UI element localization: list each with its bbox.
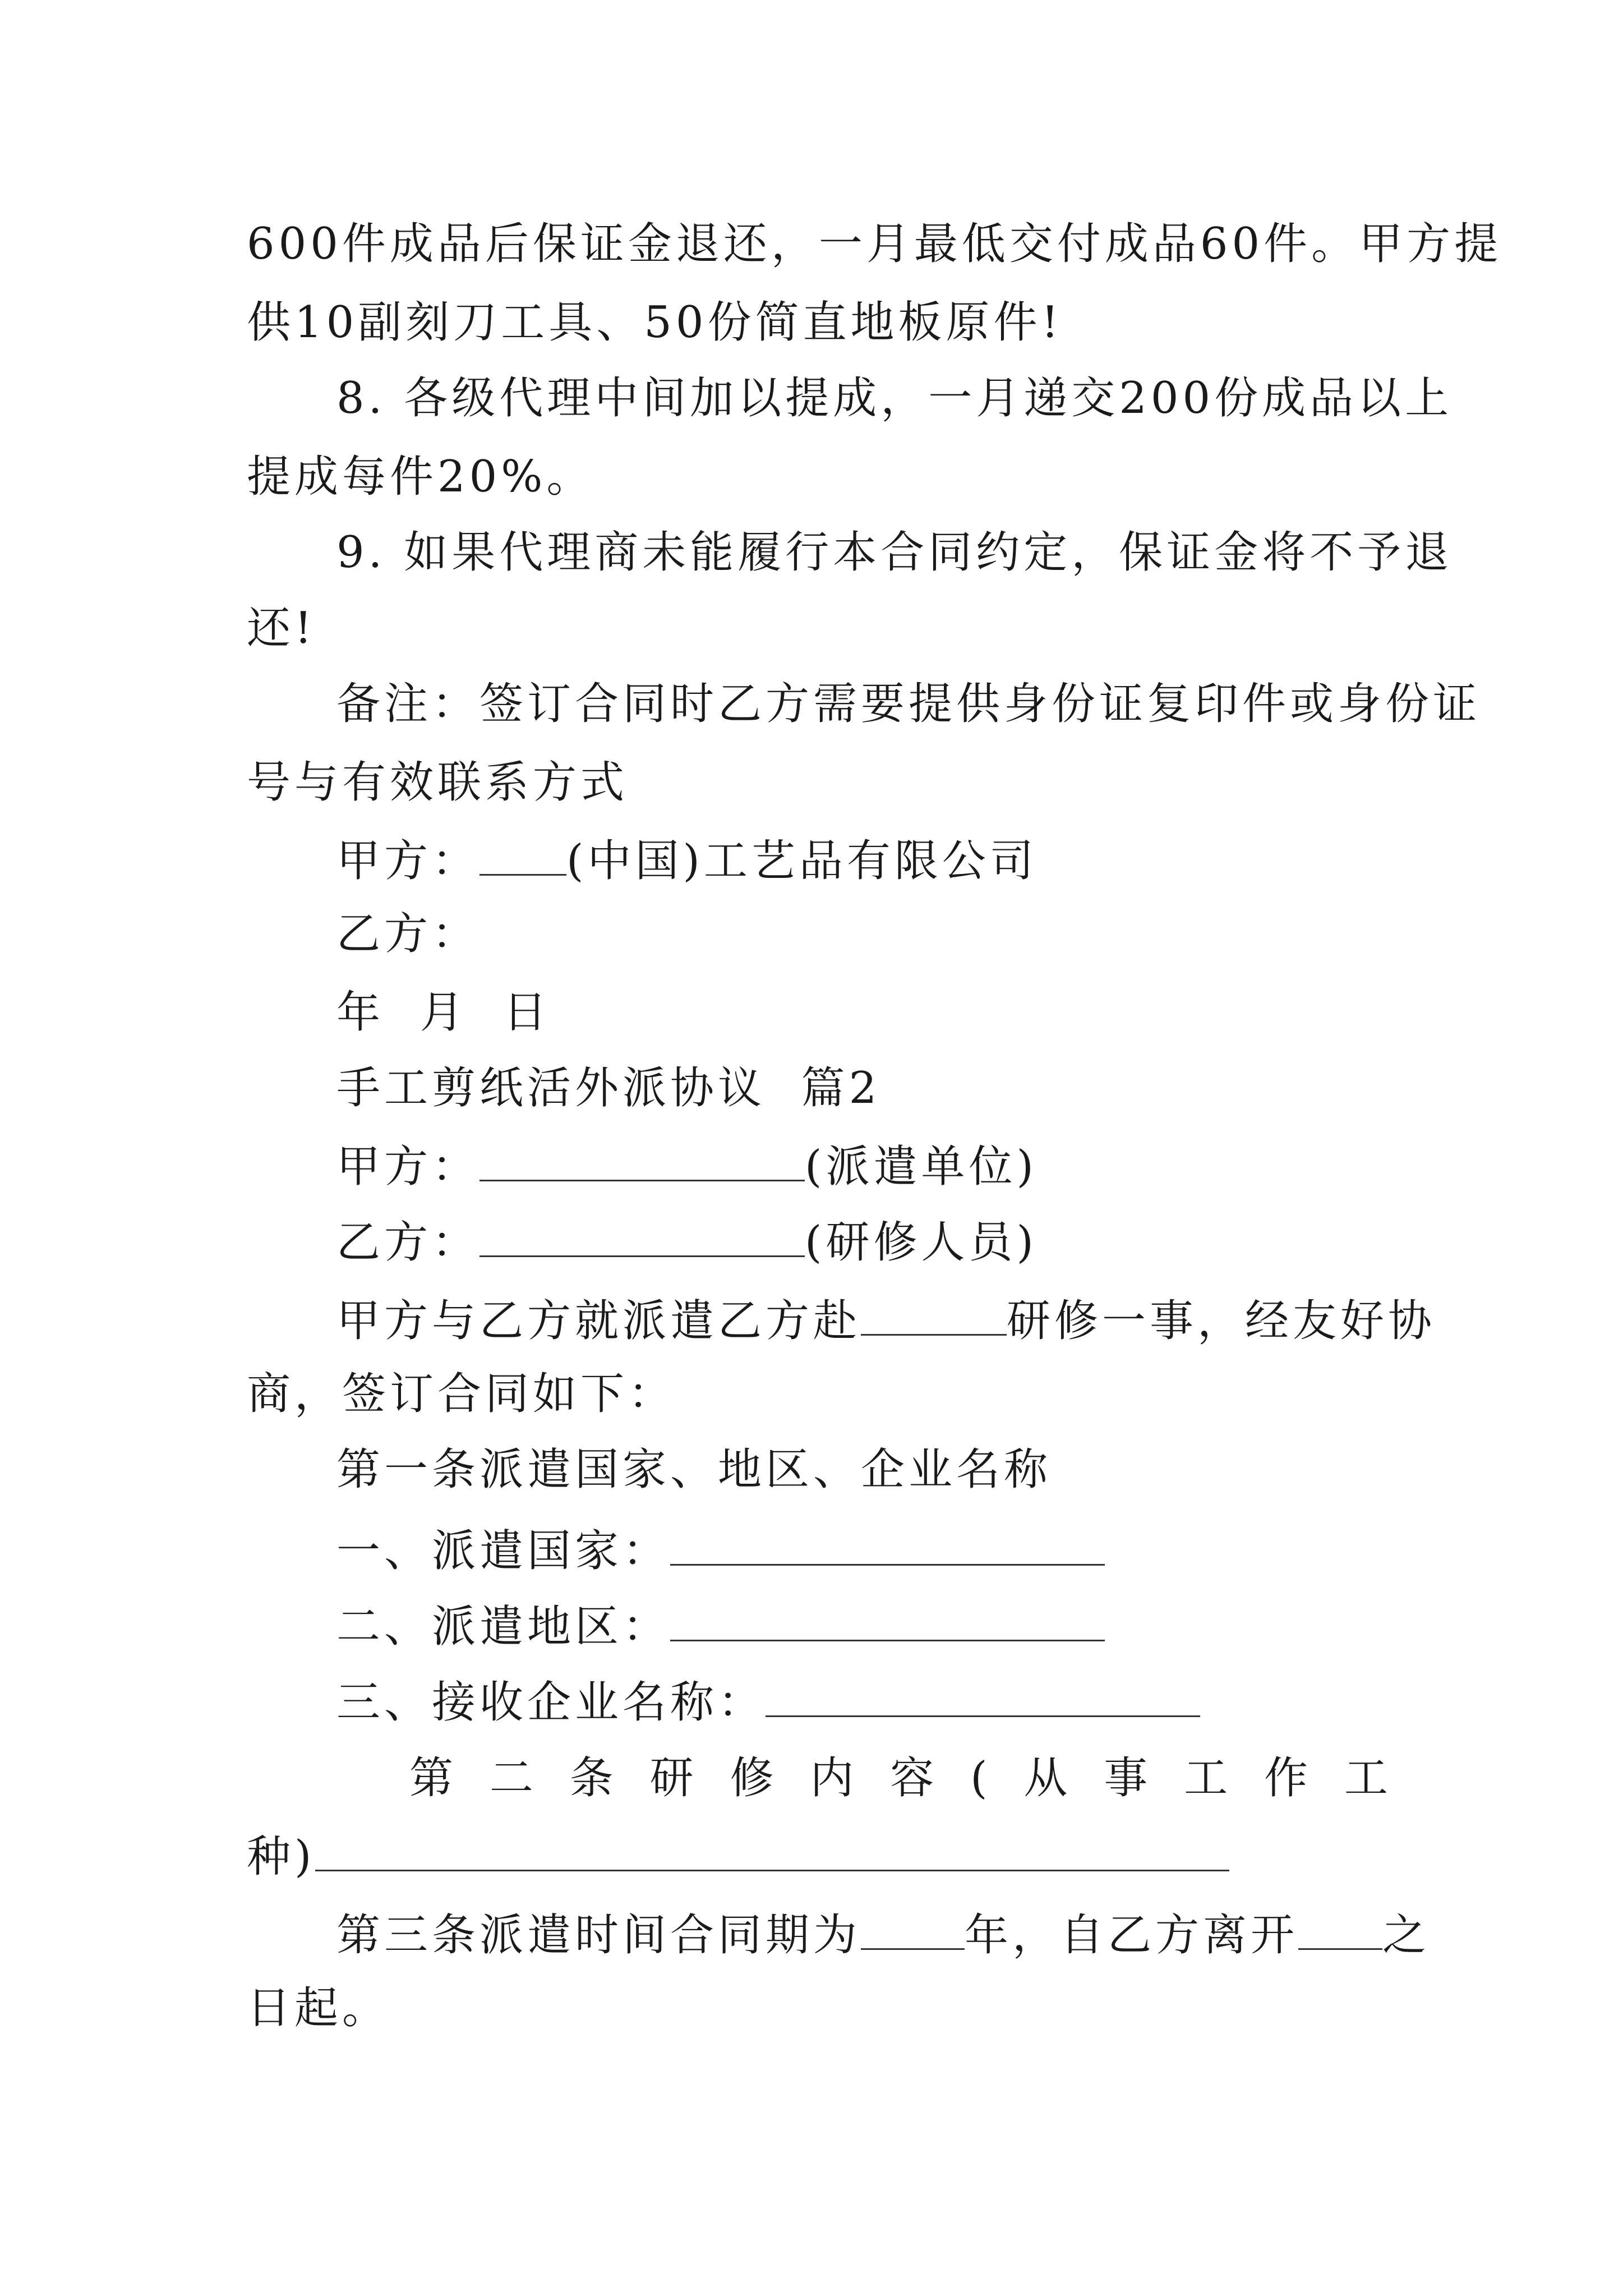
- char: 第: [409, 1753, 454, 1803]
- field-line: [336, 1672, 1200, 1731]
- text-segment: 之: [1382, 1910, 1431, 1961]
- fill-blank: [670, 1596, 1105, 1641]
- fill-blank: [861, 1290, 1007, 1336]
- label: 甲方：: [336, 1142, 480, 1192]
- label: 三、接收企业名称：: [336, 1677, 766, 1728]
- fill-blank: [861, 1904, 965, 1950]
- text-segment: 年，自乙方离开: [965, 1910, 1299, 1961]
- article-heading-spread: [409, 1750, 1388, 1806]
- company-name: (中国)工艺品有限公司: [566, 836, 1038, 886]
- field-line: [247, 1826, 1229, 1885]
- role: (派遣单位): [805, 1142, 1038, 1192]
- fill-blank: [1298, 1904, 1382, 1950]
- fill-blank: [670, 1520, 1105, 1566]
- label: 种): [247, 1832, 316, 1882]
- label: 二、派遣地区：: [336, 1602, 671, 1652]
- char: 二: [489, 1753, 533, 1803]
- char: 条: [569, 1753, 614, 1803]
- char: 工: [1184, 1753, 1228, 1803]
- party-a-line: [336, 1136, 1038, 1195]
- text-line: 号与有效联系方式: [247, 757, 629, 808]
- text-segment: 研修一事，经友好协: [1007, 1296, 1436, 1346]
- text-line: 9. 如果代理商未能履行本合同约定，保证金将不予退: [336, 527, 1453, 578]
- label: 甲方：: [336, 836, 480, 886]
- char: 修: [730, 1753, 774, 1803]
- fill-blank: [315, 1826, 1229, 1871]
- section-heading: 手工剪纸活外派协议 篇2: [336, 1063, 881, 1114]
- fill-blank: [479, 1136, 805, 1181]
- text-segment: 甲方与乙方就派遣乙方赴: [336, 1296, 861, 1346]
- party-a-line: [336, 830, 1038, 889]
- text-line: 8. 各级代理中间加以提成，一月递交200份成品以上: [336, 373, 1453, 424]
- text-line: 供10副刻刀工具、50份简直地板原件!: [247, 297, 1063, 348]
- party-b-line: 乙方：: [336, 909, 480, 959]
- char: 从: [1023, 1753, 1068, 1803]
- field-line: [336, 1596, 1105, 1655]
- char: 容: [890, 1753, 934, 1803]
- fill-blank: [479, 830, 566, 876]
- text-line: 日起。: [247, 1983, 390, 2033]
- text-segment: 第三条派遣时间合同期为: [336, 1910, 861, 1961]
- char: 工: [1344, 1753, 1388, 1803]
- char: 作: [1264, 1753, 1308, 1803]
- article-heading: 第一条派遣国家、地区、企业名称: [336, 1444, 1052, 1495]
- char: 研: [649, 1753, 694, 1803]
- text-line: [336, 1290, 1436, 1349]
- text-line: 还!: [247, 603, 316, 654]
- label: 一、派遣国家：: [336, 1526, 671, 1576]
- fill-blank: [479, 1212, 805, 1257]
- text-line: 备注：签订合同时乙方需要提供身份证复印件或身份证: [336, 679, 1481, 729]
- char: 事: [1104, 1753, 1148, 1803]
- party-b-line: [336, 1212, 1038, 1271]
- text-line: 商，签订合同如下：: [247, 1369, 676, 1419]
- fill-blank: [766, 1672, 1200, 1717]
- text-line: 600件成品后保证金退还，一月最低交付成品60件。甲方提: [247, 219, 1502, 269]
- role: (研修人员): [805, 1217, 1038, 1268]
- field-line: [336, 1520, 1105, 1579]
- label: 乙方：: [336, 1217, 480, 1268]
- date-line: 年 月 日: [336, 987, 551, 1038]
- char: 内: [810, 1753, 854, 1803]
- char: (: [970, 1753, 988, 1803]
- text-line: [336, 1904, 1430, 1963]
- text-line: 提成每件20%。: [247, 452, 594, 502]
